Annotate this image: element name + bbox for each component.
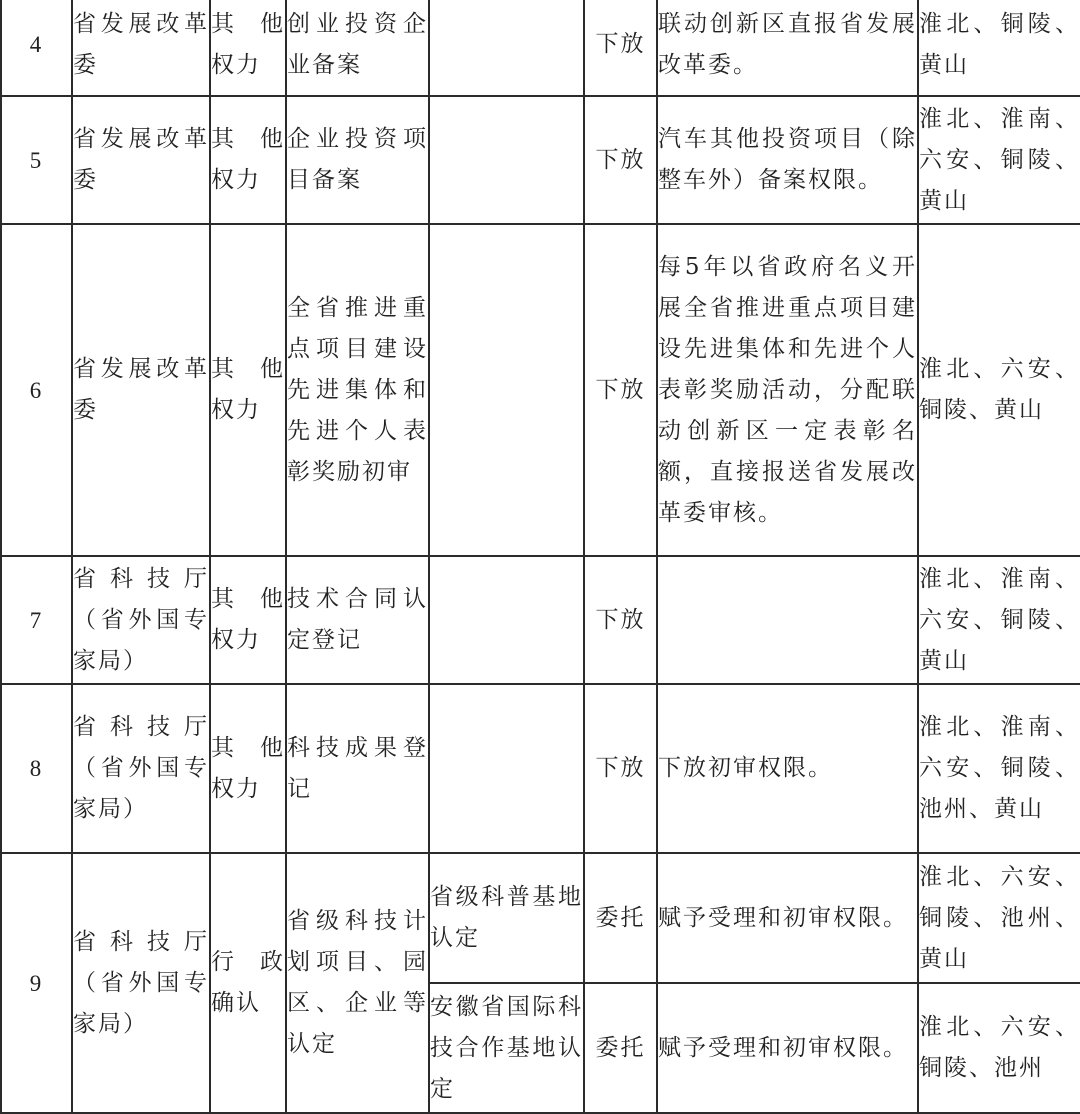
table-row <box>1 96 1080 224</box>
delegation-mode-cell: 下放 <box>595 755 646 781</box>
delegation-content-cell: 下放初审权限。 <box>658 755 833 781</box>
region-cell: 淮北、六安、铜陵、池州 <box>919 1014 1080 1081</box>
region-cell: 淮北、淮南、六安、铜陵、黄山 <box>919 105 1080 214</box>
department-cell: 省发展改革委 <box>73 356 209 423</box>
item-name-cell: 全省推进重点项目建设先进集体和先进个人表彰奖励初审 <box>287 294 428 485</box>
table-row <box>1 224 1080 556</box>
region-cell: 淮北、六安、铜陵、池州、黄山 <box>919 863 1080 972</box>
power-type-cell: 其他权力 <box>211 10 285 78</box>
item-name-cell: 省级科技计划项目、园区、企业等认定 <box>287 908 428 1057</box>
table-row <box>1 0 1080 96</box>
row-number: 8 <box>29 756 44 781</box>
region-cell: 淮北、铜陵、黄山 <box>919 10 1080 78</box>
power-type-cell: 其他权力 <box>211 356 285 423</box>
power-type-cell: 其他权力 <box>211 734 285 802</box>
row-number: 6 <box>29 377 44 403</box>
delegation-mode-cell: 委托 <box>595 1034 646 1061</box>
power-type-cell: 行政确认 <box>211 949 285 1016</box>
item-name-cell: 技术合同认定登记 <box>287 586 428 653</box>
delegation-mode-cell: 下放 <box>595 376 646 403</box>
department-cell: 省科技厅（省外国专家局） <box>73 565 209 674</box>
sub-item-cell: 省级科普基地认定 <box>430 884 583 951</box>
item-name-cell: 企业投资项目备案 <box>287 126 428 193</box>
row-number: 7 <box>29 607 44 633</box>
department-cell: 省科技厅（省外国专家局） <box>73 928 209 1037</box>
power-type-cell: 其他权力 <box>211 126 285 193</box>
delegation-content-cell: 联动创新区直报省发展改革委。 <box>658 10 917 78</box>
delegation-mode-cell: 下放 <box>595 31 646 57</box>
region-cell: 淮北、淮南、六安、铜陵、黄山 <box>919 565 1080 674</box>
region-cell: 淮北、淮南、六安、铜陵、池州、黄山 <box>919 714 1080 822</box>
delegation-content-cell: 赋予受理和初审权限。 <box>658 1034 908 1061</box>
table-row <box>1 556 1080 684</box>
item-name-cell: 创业投资企业备案 <box>287 10 428 78</box>
row-number: 4 <box>29 32 44 57</box>
row-number: 9 <box>29 970 44 996</box>
delegation-content-cell: 赋予受理和初审权限。 <box>658 904 908 931</box>
item-name-cell: 科技成果登记 <box>287 734 428 802</box>
department-cell: 省科技厅（省外国专家局） <box>73 714 209 822</box>
row-number: 5 <box>29 147 44 173</box>
department-cell: 省发展改革委 <box>73 10 209 78</box>
table-row <box>1 684 1080 853</box>
power-type-cell: 其他权力 <box>211 586 285 653</box>
delegation-mode-cell: 委托 <box>595 904 646 931</box>
delegation-mode-cell: 下放 <box>595 146 646 173</box>
table-row <box>1 853 1080 983</box>
region-cell: 淮北、六安、铜陵、黄山 <box>919 356 1080 423</box>
sub-item-cell: 安徽省国际科技合作基地认定 <box>430 993 583 1102</box>
delegation-content-cell: 汽车其他投资项目（除整车外）备案权限。 <box>658 126 917 193</box>
delegation-content-cell: 每5年以省政府名义开展全省推进重点项目建设先进集体和先进个人表彰奖励活动，分配联动创新区一定表彰名额，直接报送省发展改革委审核。 <box>658 253 917 526</box>
department-cell: 省发展改革委 <box>73 126 209 193</box>
delegation-mode-cell: 下放 <box>595 606 646 633</box>
